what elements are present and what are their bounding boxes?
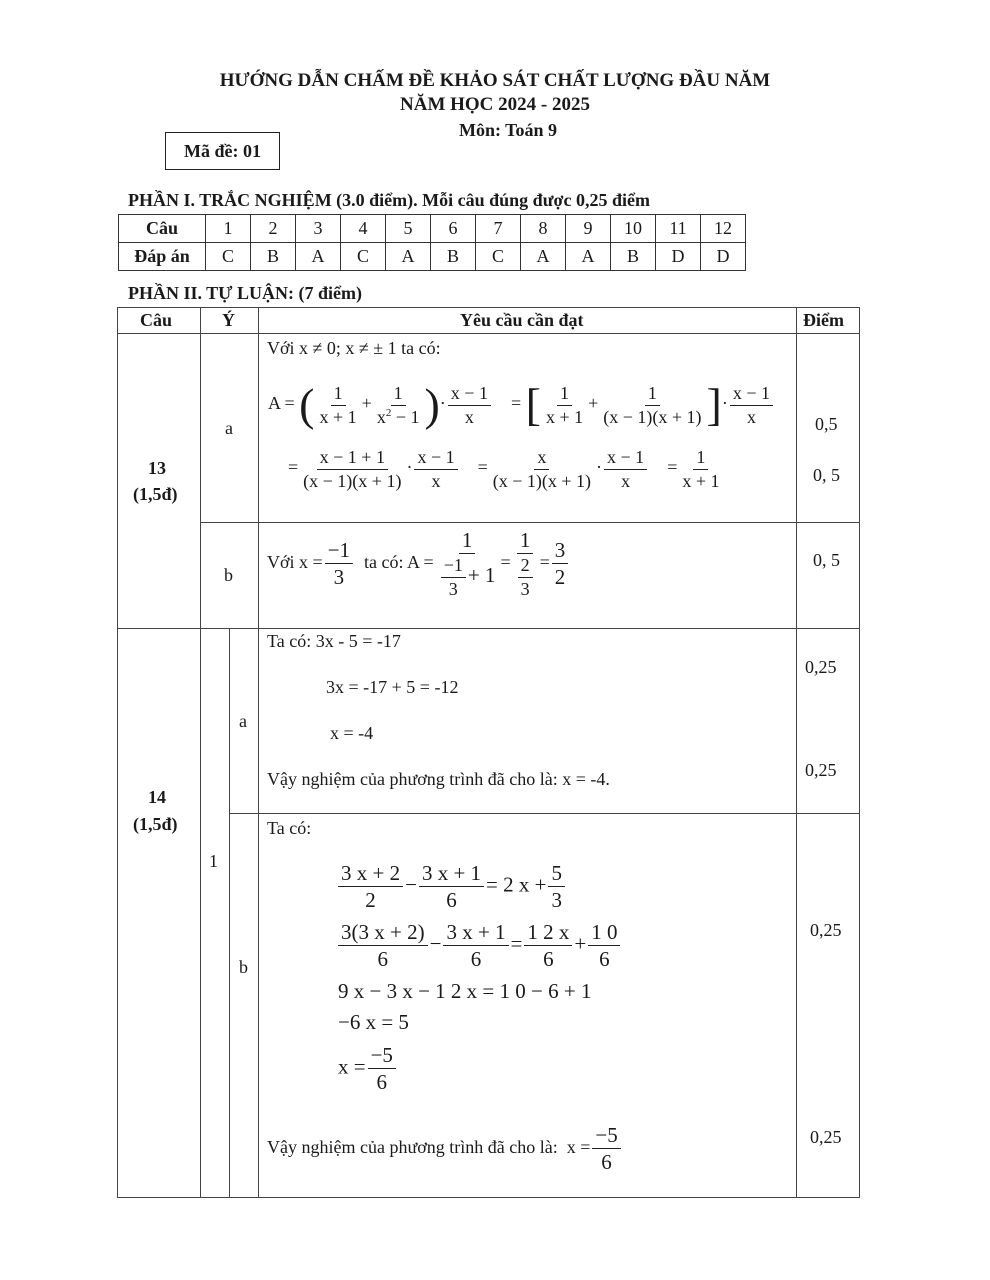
q14a-score2: 0,25 (805, 760, 837, 780)
mcq-question-number: 10 (611, 215, 656, 243)
mcq-question-label: Câu (119, 215, 206, 243)
mcq-question-number: 9 (566, 215, 611, 243)
q14b-intro: Ta có: (267, 818, 312, 838)
q13b-item: b (224, 565, 233, 585)
q14a-line2: 3x = -17 + 5 = -12 (326, 677, 459, 697)
q14-points: (1,5đ) (133, 814, 178, 834)
q14b-step2: $\frac{3(3 x + 2)}{6}$ − $\frac{3 x + 1}{6}$ = $\frac{1 2 x}{6}$ + $\frac{1 0}{6}$ (336, 919, 622, 973)
q14b-step1: $\frac{3 x + 2}{2}$ − $\frac{3 x + 1}{6}$ = 2 x + $\frac{5}{3}$ (336, 860, 567, 914)
q14a-item: a (239, 711, 247, 731)
q14-label: 14 (148, 787, 166, 807)
exam-code-box (165, 132, 280, 170)
q14b-step3: 9 x − 3 x − 1 2 x = 1 0 − 6 + 1 (338, 979, 592, 1003)
subject-label: Môn: Toán 9 (458, 120, 558, 140)
part2-heading: PHẦN II. TỰ LUẬN: (7 điểm) (128, 283, 362, 303)
mcq-answer: D (656, 243, 701, 271)
q14b-score1: 0,25 (810, 920, 842, 940)
mcq-answer-table (118, 214, 746, 271)
document-title-line1: HƯỚNG DẪN CHẤM ĐỀ KHẢO SÁT CHẤT LƯỢNG ĐẦU NĂM (219, 70, 771, 91)
q13a-formula-line2: = $\frac{x - 1 + 1}{(x - 1)(x + 1)}$ · $\frac{x - 1}{x}$ = $\frac{x}{(x - 1)(x + 1)}$ · $\frac{x - 1}{x}$ = $\frac{1}{x + 1}$ (288, 447, 720, 491)
mcq-answer: A (521, 243, 566, 271)
mcq-answer-label: Đáp án (119, 243, 206, 271)
q13a-item: a (225, 418, 233, 438)
col-item-header: Ý (222, 310, 235, 330)
mcq-answer: C (476, 243, 521, 271)
q13a-score2: 0, 5 (813, 465, 840, 485)
q14b-step4: −6 x = 5 (338, 1010, 409, 1034)
q14b-conclusion-line: Vậy nghiệm của phương trình đã cho là: x = $\frac{-5}{6}$ (267, 1122, 623, 1176)
mcq-answer: B (431, 243, 476, 271)
col-score-header: Điểm (803, 310, 844, 330)
q14b-score2: 0,25 (810, 1127, 842, 1147)
q14a-conclusion: Vậy nghiệm của phương trình đã cho là: x = -4. (267, 769, 610, 789)
q14a-score1: 0,25 (805, 657, 837, 677)
q13b-text2: ta có: (364, 551, 404, 572)
mcq-answer: D (701, 243, 746, 271)
document-title-line2: NĂM HỌC 2024 - 2025 (400, 94, 590, 115)
mcq-question-number: 11 (656, 215, 701, 243)
q14a-line1: Ta có: 3x - 5 = -17 (267, 631, 401, 651)
mcq-question-number: 6 (431, 215, 476, 243)
q13a-formula-line1: A = ( $\frac{1}{x + 1}$ + $\frac{1}{x^2 - 1}$ )· $\frac{x - 1}{x}$ = [ $\frac{1}{x + 1}$ + $\frac{1}{(x - 1)(x + 1)}$ ]· $\frac{x - 1}{x}$ (268, 382, 775, 428)
mcq-question-row (119, 215, 746, 243)
mcq-answer-row (119, 243, 746, 271)
mcq-answer: B (611, 243, 656, 271)
q13b-formula: Với x = $\frac{-1}{3}$ ta có: A = 1 $\frac{-1}{3}$ + 1 = $\frac{1}{\frac{2}{3}}$ = $\frac{3}{2}$ (267, 527, 570, 600)
q13-points: (1,5đ) (133, 484, 178, 504)
q13b-score: 0, 5 (813, 550, 840, 570)
mcq-question-number: 3 (296, 215, 341, 243)
mcq-answer: A (566, 243, 611, 271)
mcq-answer: C (341, 243, 386, 271)
mcq-question-number: 7 (476, 215, 521, 243)
col-question-header: Câu (140, 310, 173, 330)
exam-code: Mã đề: 01 (184, 140, 261, 161)
mcq-question-number: 12 (701, 215, 746, 243)
q14b-item: b (239, 957, 248, 977)
mcq-answer: C (206, 243, 251, 271)
q13b-text1: Với (267, 551, 295, 572)
col-requirement-header: Yêu cầu cần đạt (460, 310, 584, 330)
part1-heading: PHẦN I. TRẮC NGHIỆM (3.0 điểm). Mỗi câu đúng được 0,25 điểm (128, 190, 650, 210)
q14a-line3: x = -4 (330, 723, 374, 743)
mcq-question-number: 5 (386, 215, 431, 243)
mcq-question-number: 8 (521, 215, 566, 243)
mcq-question-number: 4 (341, 215, 386, 243)
q14b-step5: x = $\frac{-5}{6}$ (338, 1042, 398, 1096)
mcq-answer: A (296, 243, 341, 271)
mcq-answer: B (251, 243, 296, 271)
q13-label: 13 (148, 458, 166, 478)
mcq-question-number: 2 (251, 215, 296, 243)
q13a-condition: Với x ≠ 0; x ≠ ± 1 ta có: (267, 338, 441, 358)
q14b-conclusion: Vậy nghiệm của phương trình đã cho là: (267, 1136, 558, 1157)
q14-part-number: 1 (209, 851, 218, 871)
mcq-question-number: 1 (206, 215, 251, 243)
q13a-score1: 0,5 (815, 414, 838, 434)
mcq-answer: A (386, 243, 431, 271)
